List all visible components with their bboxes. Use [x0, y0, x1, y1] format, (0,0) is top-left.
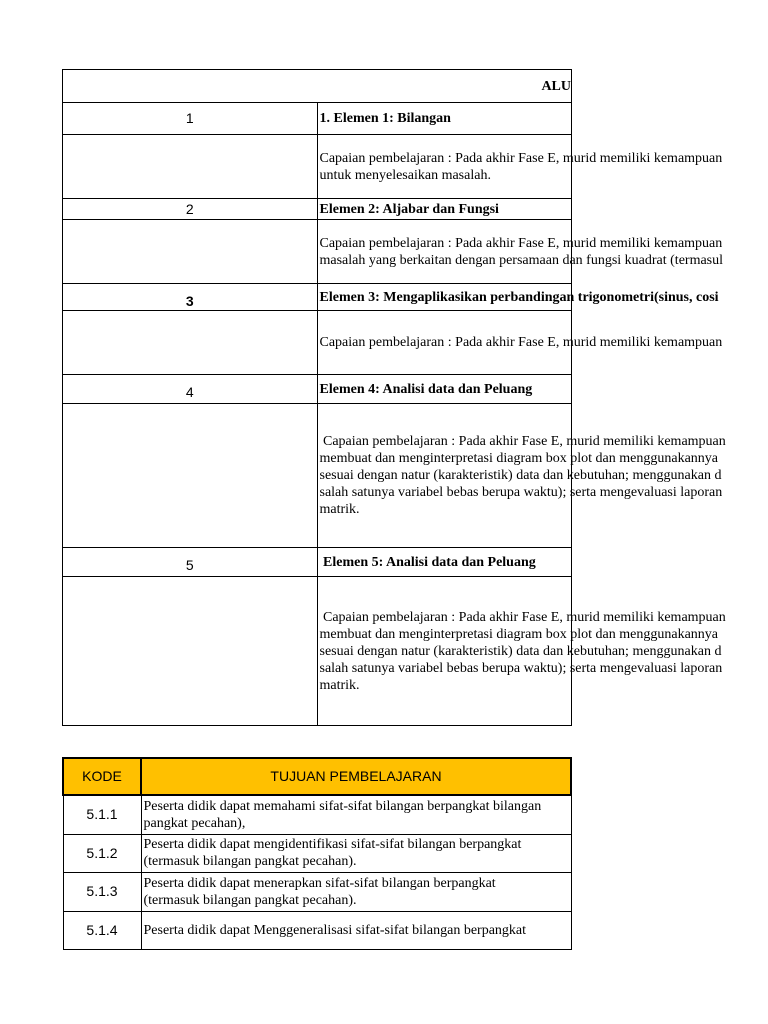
element-3-heading: Elemen 3: Mengaplikasikan perbandingan trigonometri(sinus, cosi — [317, 284, 572, 311]
element-4-content-row — [63, 404, 572, 548]
kode-column-header: KODE — [63, 758, 141, 795]
element-4-line: membuat dan menginterpretasi diagram box plot dan menggunakannya — [319, 451, 718, 466]
element-3-number: 3 — [63, 284, 318, 311]
tp-description — [141, 795, 571, 834]
element-5-line: salah satunya variabel bebas berupa waktu); serta mengevaluasi laporan — [319, 660, 723, 676]
tp-line: Peserta didik dapat menerapkan sifat-sifat bilangan berpangkat — [143, 875, 496, 891]
element-2-content — [317, 220, 724, 284]
table-title: ALU — [63, 70, 572, 103]
element-2-line: masalah yang berkaitan dengan persamaan dan fungsi kuadrat (termasul — [319, 252, 724, 268]
element-5-number-blank — [63, 577, 318, 726]
element-1-heading-row — [63, 103, 572, 135]
tp-line: Peserta didik dapat mengidentifikasi sifat-sifat bilangan berpangkat — [143, 837, 522, 852]
element-5-heading-row — [63, 548, 572, 577]
tp-description — [141, 834, 571, 872]
cp-table-container — [62, 69, 726, 726]
element-3-content — [317, 311, 723, 375]
tp-header-row — [63, 758, 571, 795]
tp-line: Peserta didik dapat memahami sifat-sifat bilangan berpangkat bilangan — [143, 798, 542, 814]
element-3-line: Capaian pembelajaran : Pada akhir Fase E, murid memiliki kemampuan — [319, 335, 723, 350]
element-5-line: sesuai dengan natur (karakteristik) data dan kebutuhan; menggunakan d — [319, 643, 722, 659]
tp-line: pangkat pecahan), — [143, 815, 246, 831]
element-5-line: Capaian pembelajaran : Pada akhir Fase E, murid memiliki kemampuan — [319, 609, 726, 625]
element-1-number: 1 — [63, 103, 318, 135]
table-row — [63, 872, 571, 911]
title-row — [63, 70, 572, 103]
tujuan-column-header: TUJUAN PEMBELAJARAN — [141, 758, 571, 795]
element-1-line: Capaian pembelajaran : Pada akhir Fase E, murid memiliki kemampuan — [319, 150, 723, 166]
element-2-number-blank — [63, 220, 318, 284]
element-4-line: sesuai dengan natur (karakteristik) data dan kebutuhan; menggunakan d — [319, 468, 722, 483]
tp-kode: 5.1.4 — [63, 911, 141, 949]
element-1-heading: 1. Elemen 1: Bilangan — [317, 103, 572, 135]
element-2-line: Capaian pembelajaran : Pada akhir Fase E, murid memiliki kemampuan — [319, 235, 723, 251]
tp-line: Peserta didik dapat Menggeneralisasi sifat-sifat bilangan berpangkat — [143, 922, 527, 938]
element-2-heading-row — [63, 199, 572, 220]
tp-kode: 5.1.2 — [63, 834, 141, 872]
element-2-content-row — [63, 220, 572, 284]
table-row — [63, 834, 571, 872]
element-1-line: untuk menyelesaikan masalah. — [319, 167, 491, 183]
element-5-number: 5 — [63, 548, 318, 577]
element-3-number-blank — [63, 311, 318, 375]
element-5-line: matrik. — [319, 677, 360, 693]
element-3-heading-row — [63, 284, 572, 311]
element-1-content-row — [63, 135, 572, 199]
table-row — [63, 911, 571, 949]
tp-description — [141, 911, 571, 949]
element-4-number-blank — [63, 404, 318, 548]
element-2-heading: Elemen 2: Aljabar dan Fungsi — [317, 199, 572, 220]
tp-kode: 5.1.1 — [63, 795, 141, 834]
element-5-line: membuat dan menginterpretasi diagram box plot dan menggunakannya — [319, 626, 718, 642]
tp-line: (termasuk bilangan pangkat pecahan). — [143, 892, 357, 908]
element-4-content — [317, 404, 726, 548]
element-1-content — [317, 135, 723, 199]
table-row — [63, 795, 571, 834]
capaian-pembelajaran-table — [62, 69, 726, 726]
element-4-line: salah satunya variabel bebas berupa waktu); serta mengevaluasi laporan — [319, 485, 723, 500]
element-4-line: matrik. — [319, 502, 360, 517]
tp-line: (termasuk bilangan pangkat pecahan). — [143, 854, 357, 869]
tp-table-container — [62, 757, 572, 950]
element-2-number: 2 — [63, 199, 318, 220]
element-4-heading-row — [63, 375, 572, 404]
element-5-content — [317, 577, 726, 726]
tujuan-pembelajaran-table — [62, 757, 572, 950]
element-5-content-row — [63, 577, 572, 726]
element-4-line: Capaian pembelajaran : Pada akhir Fase E, murid memiliki kemampuan — [319, 434, 726, 449]
element-4-number: 4 — [63, 375, 318, 404]
element-4-heading: Elemen 4: Analisi data dan Peluang — [317, 375, 572, 404]
element-3-content-row — [63, 311, 572, 375]
tp-description — [141, 872, 571, 911]
element-5-heading: Elemen 5: Analisi data dan Peluang — [317, 548, 572, 577]
tp-kode: 5.1.3 — [63, 872, 141, 911]
element-1-number-blank — [63, 135, 318, 199]
